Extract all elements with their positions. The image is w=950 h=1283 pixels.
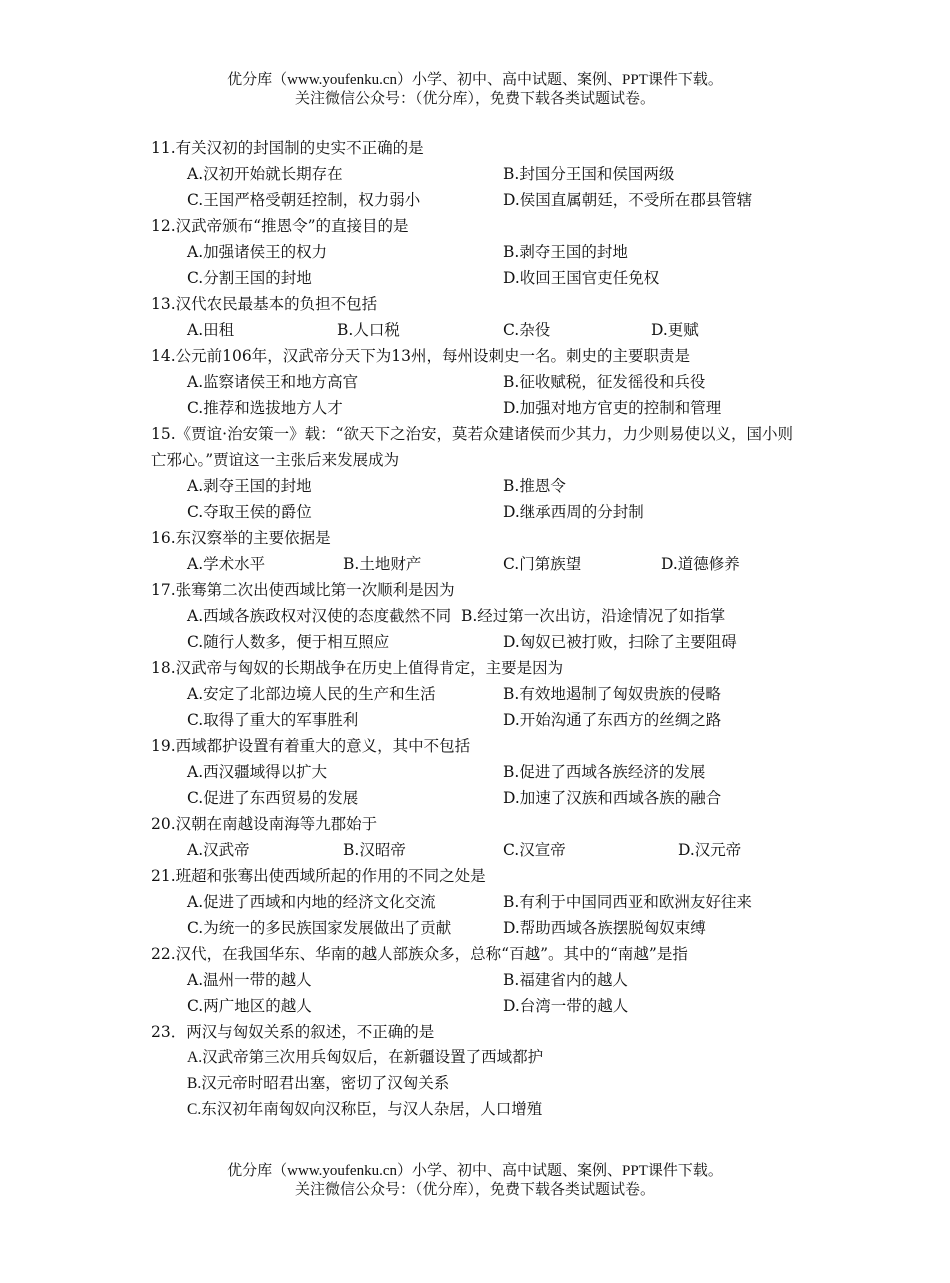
question-16-option-d: D.道德修养: [661, 555, 740, 573]
question-20-option-d: D.汉元帝: [678, 841, 742, 859]
question-15-options-row-2: [151, 499, 811, 525]
question-list: [151, 135, 811, 1123]
question-20-option-a: A.汉武帝: [187, 841, 250, 859]
question-17-options-row-2: [151, 629, 811, 655]
header-line-2: 关注微信公众号：（优分库），免费下载各类试题试卷。: [294, 91, 655, 107]
question-13-stem: 13.汉代农民最基本的负担不包括: [151, 295, 378, 313]
footer-line-2: 关注微信公众号：（优分库），免费下载各类试题试卷。: [294, 1182, 655, 1198]
page-header: [0, 71, 950, 109]
question-12-option-c: C.分割王国的封地: [187, 269, 312, 287]
question-23-option-b: B.汉元帝时昭君出塞，密切了汉匈关系: [187, 1075, 450, 1092]
question-14-option-b: B.征收赋税，征发徭役和兵役: [503, 373, 706, 391]
question-20-options-row: [151, 837, 811, 863]
question-22-option-d: D.台湾一带的越人: [503, 997, 629, 1015]
question-22-options-row-1: [151, 967, 811, 993]
question-12-option-b: B.剥夺王国的封地: [503, 243, 628, 261]
question-20-option-b: B.汉昭帝: [343, 841, 406, 859]
question-17-option-a: A.西域各族政权对汉使的态度截然不同: [187, 607, 452, 625]
question-11-option-c: C.王国严格受朝廷控制，权力弱小: [187, 191, 421, 209]
question-11-option-b: B.封国分王国和侯国两级: [503, 165, 675, 183]
question-21-option-b: B.有利于中国同西亚和欧洲友好往来: [503, 893, 752, 911]
question-22-options-row-2: [151, 993, 811, 1019]
question-11-option-d: D.侯国直属朝廷，不受所在郡县管辖: [503, 191, 753, 209]
question-14-options-row-2: [151, 395, 811, 421]
header-line-1: 优分库（www.youfenku.cn）小学、初中、高中试题、案例、PPT课件下载。: [227, 72, 723, 88]
question-18-option-b: B.有效地遏制了匈奴贵族的侵略: [503, 685, 721, 703]
question-21-stem: 21.班超和张骞出使西域所起的作用的不同之处是: [151, 867, 486, 885]
question-13-option-a: A.田租: [187, 321, 235, 339]
question-17-stem: 17.张骞第二次出使西域比第一次顺利是因为: [151, 581, 455, 599]
question-13-option-b: B.人口税: [337, 321, 400, 339]
question-19-option-a: A.西汉疆域得以扩大: [187, 763, 328, 781]
question-11-options-row-2: [151, 187, 811, 213]
question-16-option-a: A.学术水平: [187, 555, 266, 573]
question-19-stem: 19.西域都护设置有着重大的意义，其中不包括: [151, 737, 471, 755]
question-11-stem: 11.有关汉初的封国制的史实不正确的是: [151, 139, 424, 157]
question-15-options-row-1: [151, 473, 811, 499]
question-22-stem: 22.汉代，在我国华东、华南的越人部族众多，总称“百越”。其中的“南越”是指: [151, 945, 688, 963]
question-13-option-c: C.杂役: [503, 321, 551, 339]
question-14-option-d: D.加强对地方官吏的控制和管理: [503, 399, 722, 417]
question-13-option-d: D.更赋: [651, 321, 699, 339]
question-18-option-a: A.安定了北部边境人民的生产和生活: [187, 685, 436, 703]
question-17-option-c: C.随行人数多，便于相互照应: [187, 633, 390, 651]
question-19-options-row-2: [151, 785, 811, 811]
question-21-option-c: C.为统一的多民族国家发展做出了贡献: [187, 919, 452, 937]
question-16-option-b: B.土地财产: [343, 555, 422, 573]
question-18-option-d: D.开始沟通了东西方的丝绸之路: [503, 711, 722, 729]
question-17-option-b: B.经过第一次出访，沿途情况了如指掌: [460, 607, 726, 625]
footer-line-1: 优分库（www.youfenku.cn）小学、初中、高中试题、案例、PPT课件下载。: [227, 1163, 723, 1179]
question-17-option-d: D.匈奴已被打败，扫除了主要阻碍: [503, 633, 737, 651]
question-19-option-b: B.促进了西域各族经济的发展: [503, 763, 706, 781]
question-20-stem: 20.汉朝在南越设南海等九郡始于: [151, 815, 378, 833]
question-21-options-row-1: [151, 889, 811, 915]
question-19-option-d: D.加速了汉族和西域各族的融合: [503, 789, 722, 807]
question-12-options-row-2: [151, 265, 811, 291]
question-18-stem: 18.汉武帝与匈奴的长期战争在历史上值得肯定，主要是因为: [151, 659, 564, 677]
question-14-options-row-1: [151, 369, 811, 395]
question-20-option-c: C.汉宣帝: [503, 841, 566, 859]
question-14-stem: 14.公元前106年，汉武帝分天下为13州，每州设刺史一名。刺史的主要职责是: [151, 347, 690, 365]
question-23-stem: 23．两汉与匈奴关系的叙述，不正确的是: [151, 1023, 435, 1041]
question-23-option-c: C.东汉初年南匈奴向汉称臣，与汉人杂居，人口增殖: [187, 1101, 543, 1118]
question-21-option-d: D.帮助西域各族摆脱匈奴束缚: [503, 919, 706, 937]
question-16-stem: 16.东汉察举的主要依据是: [151, 529, 331, 547]
question-13-options-row: [151, 317, 811, 343]
question-15-stem: 15.《贾谊·治安策一》载：“欲天下之治安，莫若众建诸侯而少其力，力少则易使以义，国小则亡邪心。”贾谊这一主张后来发展成为: [151, 425, 794, 469]
question-21-option-a: A.促进了西域和内地的经济文化交流: [187, 893, 436, 911]
question-16-options-row: [151, 551, 811, 577]
question-21-options-row-2: [151, 915, 811, 941]
question-18-option-c: C.取得了重大的军事胜利: [187, 711, 359, 729]
question-17-options-ab: [151, 603, 811, 629]
question-14-option-c: C.推荐和选拔地方人才: [187, 399, 343, 417]
question-12-option-d: D.收回王国官吏任免权: [503, 269, 660, 287]
question-18-options-row-2: [151, 707, 811, 733]
question-14-option-a: A.监察诸侯王和地方高官: [187, 373, 359, 391]
question-18-options-row-1: [151, 681, 811, 707]
question-19-options-row-1: [151, 759, 811, 785]
page-footer: [0, 1162, 950, 1200]
question-12-options-row-1: [151, 239, 811, 265]
question-15-option-a: A.剥夺王国的封地: [187, 477, 312, 495]
question-15-option-c: C.夺取王侯的爵位: [187, 503, 312, 521]
question-15-option-d: D.继承西周的分封制: [503, 503, 644, 521]
question-12-stem: 12.汉武帝颁布“推恩令”的直接目的是: [151, 217, 409, 235]
question-11-options-row-1: [151, 161, 811, 187]
question-12-option-a: A.加强诸侯王的权力: [187, 243, 328, 261]
question-15-option-b: B.推恩令: [503, 477, 566, 495]
question-22-option-c: C.两广地区的越人: [187, 997, 312, 1015]
question-22-option-a: A.温州一带的越人: [187, 971, 312, 989]
question-16-option-c: C.门第族望: [503, 555, 582, 573]
question-19-option-c: C.促进了东西贸易的发展: [187, 789, 359, 807]
question-23-option-a: A.汉武帝第三次用兵匈奴后，在新疆设置了西域都护: [187, 1049, 544, 1066]
question-11-option-a: A.汉初开始就长期存在: [187, 165, 343, 183]
question-22-option-b: B.福建省内的越人: [503, 971, 628, 989]
